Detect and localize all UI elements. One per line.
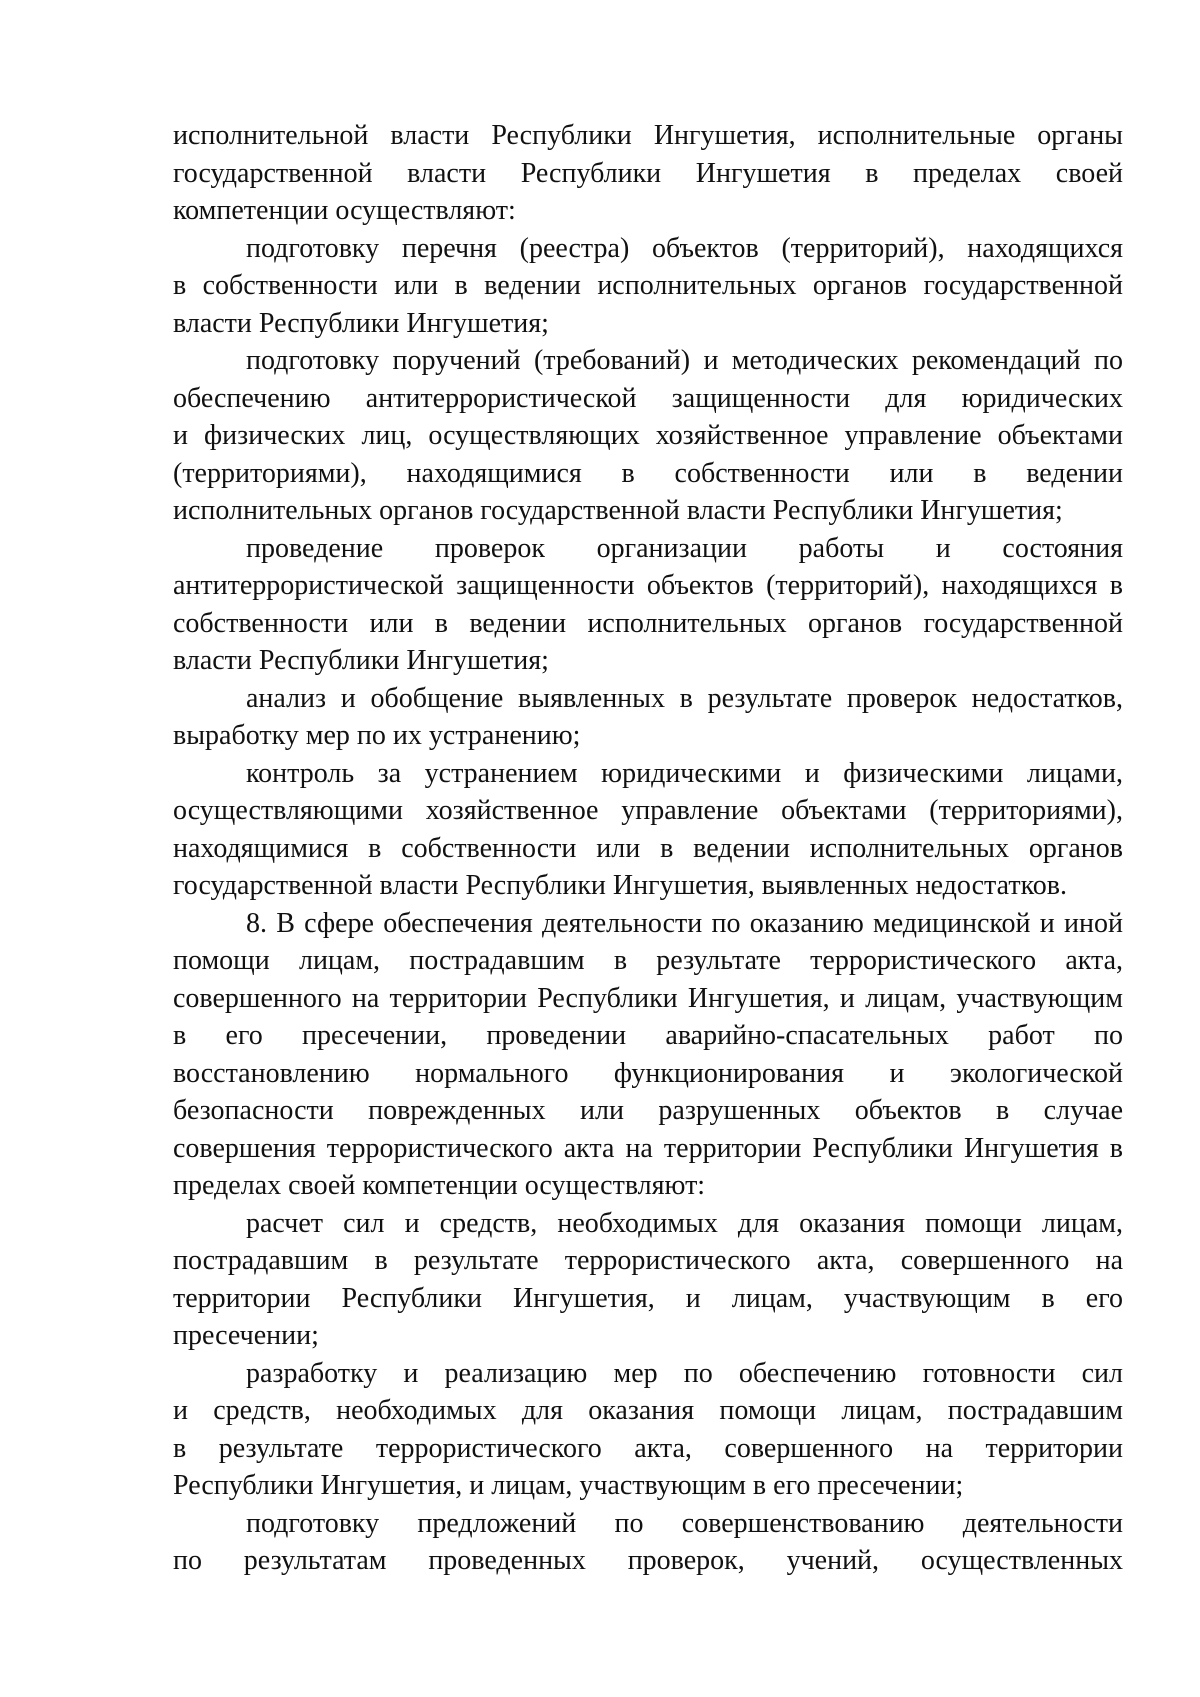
text-line: (территориями), находящимися в собственности или в ведении — [173, 457, 1123, 489]
paragraph — [173, 230, 1123, 343]
text-line: помощи лицам, пострадавшим в результате террористического акта, — [173, 945, 1123, 976]
text-line: пострадавшим в результате террористического акта, совершенного на — [173, 1245, 1123, 1276]
text-line: находящимися в собственности или в ведении исполнительных органов — [173, 832, 1123, 864]
text-line: разработку и реализацию мер по обеспечению готовности сил — [246, 1357, 1123, 1389]
text-line: пределах своей компетенции осуществляют: — [173, 1170, 706, 1201]
paragraph — [173, 755, 1123, 905]
paragraph — [173, 1505, 1123, 1580]
text-line: и средств, необходимых для оказания помощи лицам, пострадавшим — [173, 1395, 1123, 1426]
text-line: Республики Ингушетия, и лицам, участвующим в его пресечении; — [173, 1470, 964, 1501]
text-line: и физических лиц, осуществляющих хозяйственное управление объектами — [173, 420, 1123, 451]
paragraph — [173, 1355, 1123, 1505]
text-line: власти Республики Ингушетия; — [173, 645, 549, 676]
text-line: контроль за устранением юридическими и физическими лицами, — [246, 757, 1123, 789]
text-line: обеспечению антитеррористической защищенности для юридических — [173, 382, 1123, 414]
text-line: исполнительных органов государственной власти Республики Ингушетия; — [173, 495, 1063, 526]
text-line: совершения террористического акта на территории Республики Ингушетия в — [173, 1132, 1123, 1164]
text-line: государственной власти Республики Ингушетия, выявленных недостатков. — [173, 870, 1067, 901]
text-line: в его пресечении, проведении аварийно-спасательных работ по — [173, 1020, 1123, 1051]
paragraph — [173, 530, 1123, 680]
document-text-body — [173, 117, 1123, 1580]
text-line: антитеррористической защищенности объектов (территорий), находящихся в — [173, 570, 1123, 601]
text-line: осуществляющими хозяйственное управление объектами (территориями), — [173, 795, 1123, 826]
text-line: компетенции осуществляют: — [173, 195, 516, 226]
text-line: власти Республики Ингушетия; — [173, 307, 549, 339]
text-line: исполнительной власти Республики Ингушетия, исполнительные органы — [173, 120, 1123, 151]
paragraph — [173, 1205, 1123, 1355]
text-line: собственности или в ведении исполнительных органов государственной — [173, 607, 1123, 639]
paragraph — [173, 342, 1123, 530]
text-line: выработку мер по их устранению; — [173, 720, 581, 751]
text-line: государственной власти Республики Ингушетия в пределах своей — [173, 157, 1123, 189]
paragraph — [173, 680, 1123, 755]
text-line: по результатам проведенных проверок, учений, осуществленных — [173, 1545, 1123, 1576]
text-line: подготовку предложений по совершенствованию деятельности — [246, 1507, 1123, 1539]
text-line: 8. В сфере обеспечения деятельности по оказанию медицинской и иной — [246, 907, 1123, 939]
text-line: совершенного на территории Республики Ингушетия, и лицам, участвующим — [173, 982, 1123, 1014]
text-line: проведение проверок организации работы и состояния — [246, 532, 1123, 564]
paragraph — [173, 905, 1123, 1205]
text-line: в результате террористического акта, совершенного на территории — [173, 1432, 1123, 1464]
text-line: безопасности поврежденных или разрушенных объектов в случае — [173, 1095, 1123, 1126]
text-line: территории Республики Ингушетия, и лицам, участвующим в его — [173, 1282, 1123, 1314]
text-line: расчет сил и средств, необходимых для оказания помощи лицам, — [246, 1207, 1123, 1239]
text-line: подготовку перечня (реестра) объектов (территорий), находящихся — [246, 232, 1123, 264]
text-line: анализ и обобщение выявленных в результате проверок недостатков, — [246, 682, 1123, 714]
text-line: в собственности или в ведении исполнительных органов государственной — [173, 270, 1123, 301]
text-line: подготовку поручений (требований) и методических рекомендаций по — [246, 345, 1123, 376]
text-line: пресечении; — [173, 1320, 319, 1351]
text-line: восстановлению нормального функционирования и экологической — [173, 1057, 1123, 1089]
paragraph — [173, 117, 1123, 230]
